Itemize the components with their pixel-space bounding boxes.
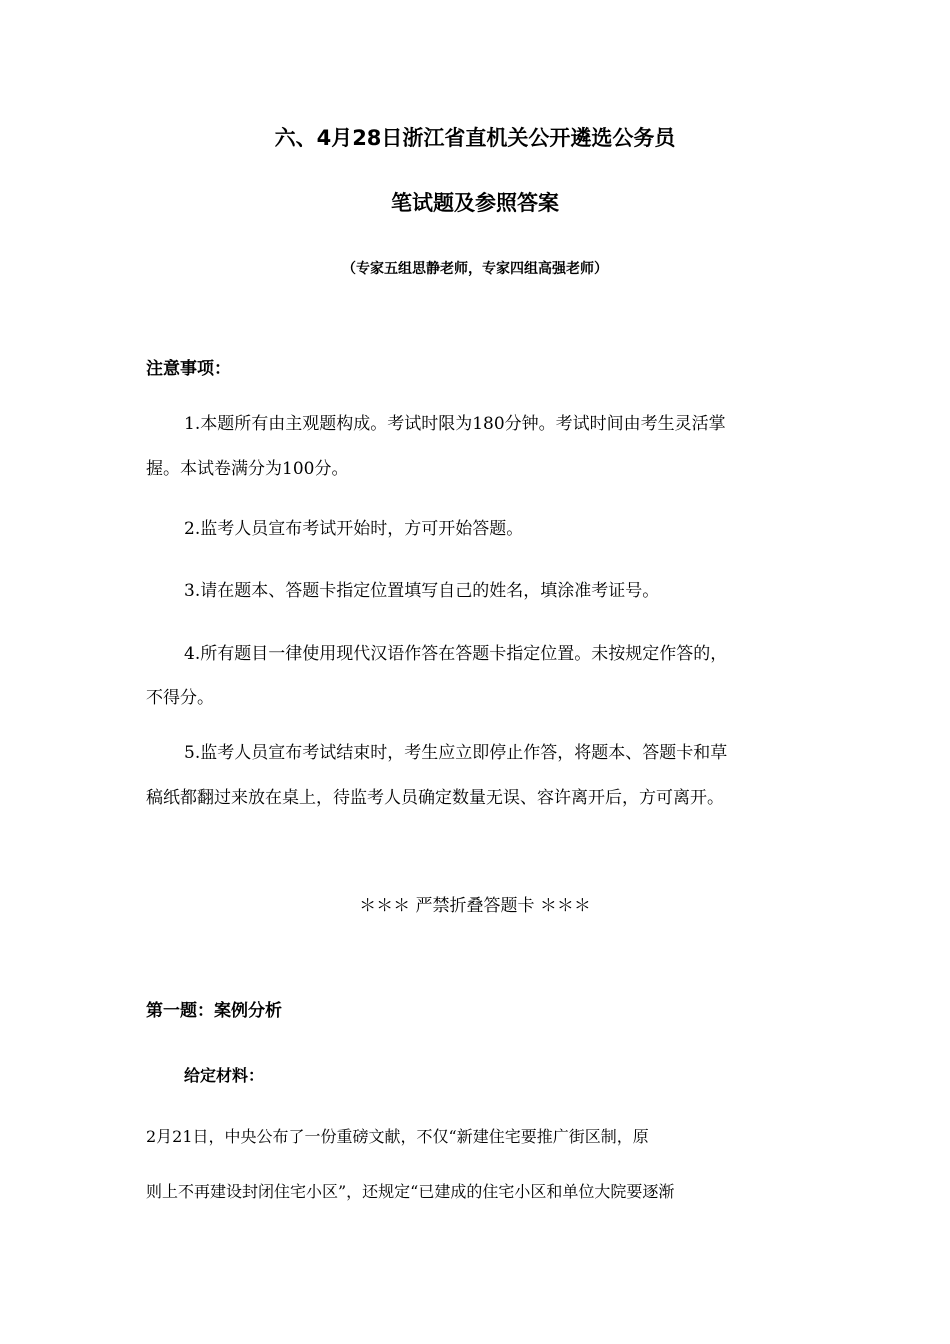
- notice-4-line-2: 不得分。: [146, 688, 214, 708]
- notice-1-line-2: 握。本试卷满分为100分。: [146, 459, 349, 479]
- authors-note: （专家五组思静老师，专家四组高强老师）: [342, 261, 608, 277]
- fold-warning: ＊＊＊ 严禁折叠答题卡 ＊＊＊: [359, 896, 591, 916]
- notice-5-line-1: 5.监考人员宣布考试结束时，考生应立即停止作答，将题本、答题卡和草: [184, 743, 728, 763]
- document-title-line-2: 笔试题及参照答案: [391, 191, 559, 215]
- notice-3: 3.请在题本、答题卡指定位置填写自己的姓名，填涂准考证号。: [184, 581, 660, 601]
- notice-heading: 注意事项：: [146, 359, 231, 379]
- question-1-heading: 第一题：案例分析: [146, 1001, 282, 1021]
- notice-5-line-2: 稿纸都翻过来放在桌上，待监考人员确定数量无误、容许离开后，方可离开。: [146, 788, 724, 808]
- document-title-line-1: 六、4月28日浙江省直机关公开遴选公务员: [274, 126, 676, 150]
- material-heading: 给定材料：: [184, 1066, 265, 1085]
- notice-1-line-1: 1.本题所有由主观题构成。考试时限为180分钟。考试时间由考生灵活掌: [184, 414, 726, 434]
- notice-2: 2.监考人员宣布考试开始时，方可开始答题。: [184, 519, 524, 539]
- material-paragraph-line-2: 则上不再建设封闭住宅小区”，还规定“已建成的住宅小区和单位大院要逐渐: [146, 1182, 675, 1201]
- material-paragraph-line-1: 2月21日，中央公布了一份重磅文献，不仅“新建住宅要推广街区制，原: [146, 1127, 649, 1146]
- notice-4-line-1: 4.所有题目一律使用现代汉语作答在答题卡指定位置。未按规定作答的，: [184, 644, 728, 664]
